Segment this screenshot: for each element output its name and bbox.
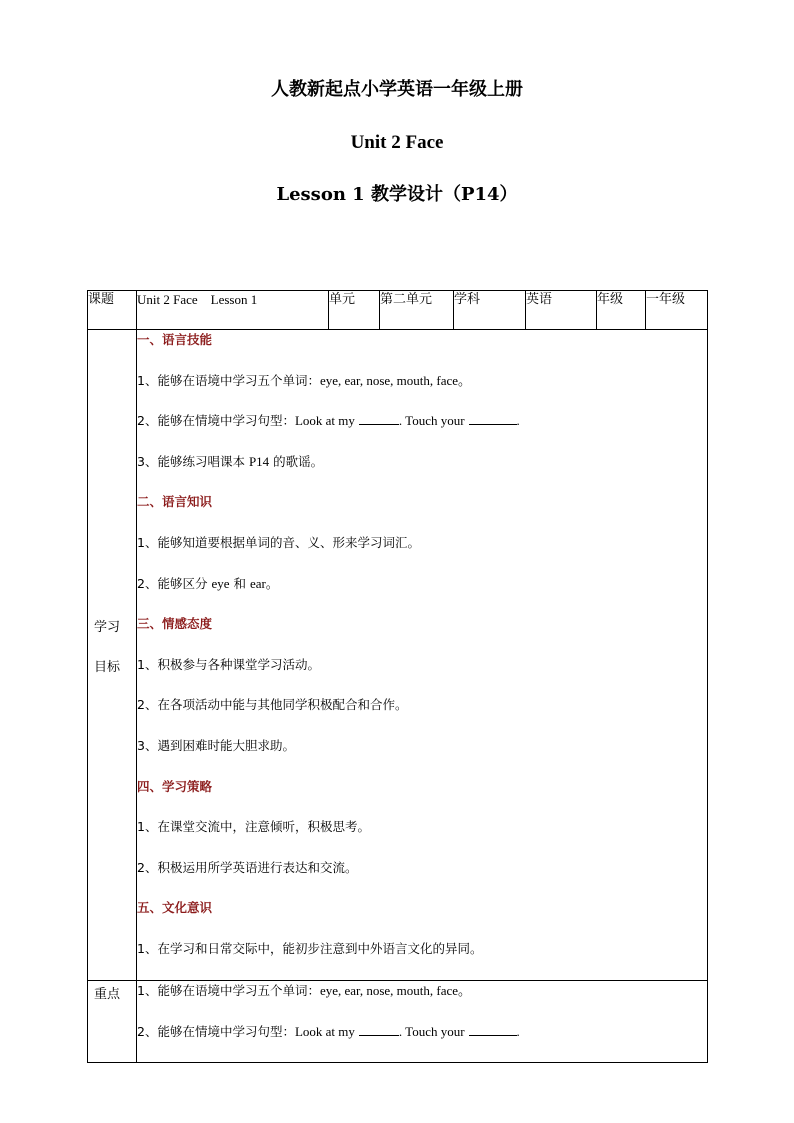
grade-value: 一年级 [646, 291, 708, 330]
lesson-title: Lesson 1 教学设计（P14） [276, 184, 518, 205]
list-item: 1、积极参与各种课堂学习活动。 [137, 656, 320, 672]
topic-value: Unit 2 Face Lesson 1 [137, 291, 329, 330]
objectives-label-bottom: 目标 [94, 660, 121, 675]
section-heading: 四、学习策略 [137, 778, 213, 794]
list-item: 2、能够在情境中学习句型：Look at my . Touch your . [137, 413, 520, 429]
unit-value: 第二单元 [380, 291, 454, 330]
list-item: 3、能够练习唱课本 P14 的歌谣。 [137, 453, 324, 469]
focus-label-cell [88, 981, 137, 1063]
list-item: 1、在学习和日常交际中，能初步注意到中外语言文化的异同。 [137, 940, 483, 956]
list-item: 1、能够在语境中学习五个单词：eye, ear, nose, mouth, face。 [137, 372, 472, 388]
unit-label: 单元 [329, 291, 380, 330]
focus-row [88, 981, 708, 1063]
objectives-row [88, 330, 708, 981]
subject-value: 英语 [526, 291, 597, 330]
section-heading: 五、文化意识 [137, 900, 213, 916]
unit-title: Unit 2 Face [350, 132, 444, 153]
section-heading: 三、情感态度 [137, 616, 213, 632]
topic-label: 课题 [88, 291, 137, 330]
list-item: 2、积极运用所学英语进行表达和交流。 [137, 859, 358, 875]
list-item: 1、在课堂交流中，注意倾听，积极思考。 [137, 819, 370, 835]
fill-blank [359, 1022, 399, 1036]
list-item: 3、遇到困难时能大胆求助。 [137, 737, 295, 753]
header-row [88, 291, 708, 330]
lesson-plan-table [87, 290, 708, 1063]
list-item: 2、能够在情境中学习句型：Look at my . Touch your . [137, 1023, 520, 1039]
subject-label: 学科 [454, 291, 526, 330]
objectives-content [137, 330, 708, 981]
focus-label: 重点 [94, 987, 121, 1002]
fill-blank [469, 1022, 517, 1036]
fill-blank [469, 411, 517, 425]
fill-blank [359, 411, 399, 425]
list-item: 1、能够在语境中学习五个单词：eye, ear, nose, mouth, face。 [137, 983, 472, 998]
list-item: 1、能够知道要根据单词的音、义、形来学习词汇。 [137, 534, 420, 550]
section-heading: 二、语言知识 [137, 494, 213, 510]
objectives-label-top: 学习 [94, 620, 121, 635]
focus-content [137, 981, 708, 1063]
objectives-label-cell [88, 330, 137, 981]
list-item: 2、能够区分 eye 和 ear。 [137, 575, 279, 591]
list-item: 2、在各项活动中能与其他同学积极配合和合作。 [137, 697, 408, 713]
grade-label: 年级 [597, 291, 646, 330]
section-heading: 一、语言技能 [137, 332, 213, 347]
document-title: 人教新起点小学英语一年级上册 [271, 79, 523, 100]
